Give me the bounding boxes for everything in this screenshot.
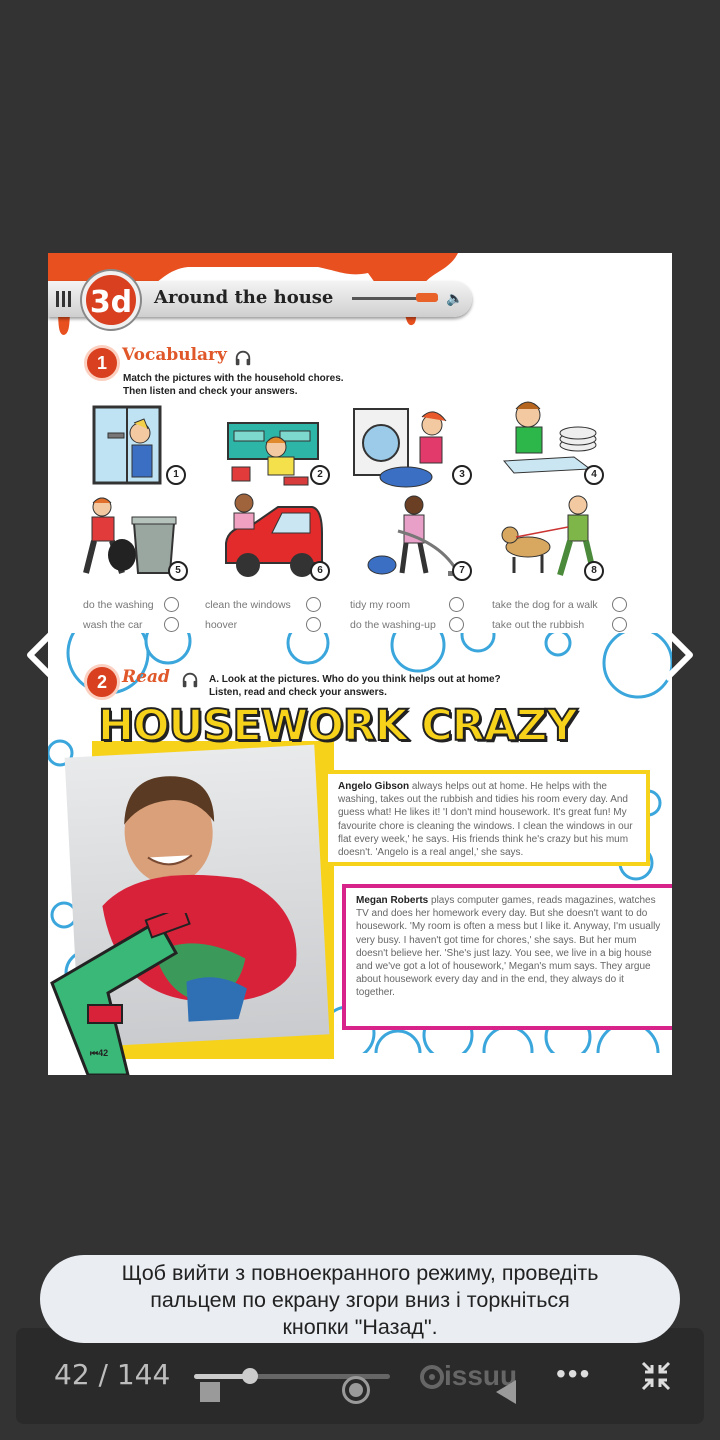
chore-label: do the washing <box>83 599 154 611</box>
angelo-name: Angelo Gibson <box>338 781 410 792</box>
headphones-icon <box>234 349 252 367</box>
read-title: Read <box>122 667 170 687</box>
picture-number-4: 4 <box>584 465 604 485</box>
picture-number-1: 1 <box>166 465 186 485</box>
section-1-number: 1 <box>84 345 120 381</box>
picture-number-7: 7 <box>452 561 472 581</box>
back-button[interactable] <box>496 1380 516 1404</box>
chore-label: tidy my room <box>350 599 411 611</box>
home-button[interactable] <box>342 1376 370 1404</box>
chore-radio[interactable] <box>449 617 464 632</box>
vocabulary-instruction: Match the pictures with the household chores. Then listen and check your answers. <box>123 373 344 397</box>
chore-label: do the washing-up <box>350 619 436 631</box>
fullscreen-exit-toast <box>40 1255 680 1343</box>
next-page-arrow[interactable] <box>658 625 698 685</box>
picture-number-2: 2 <box>310 465 330 485</box>
chore-radio[interactable] <box>306 617 321 632</box>
more-options-button[interactable]: ••• <box>556 1358 592 1389</box>
megan-name: Megan Roberts <box>356 895 429 906</box>
issuu-logo-icon <box>420 1365 444 1389</box>
chore-label: take out the rubbish <box>492 619 585 631</box>
audio-slider-knob <box>416 293 438 302</box>
picture-number-3: 3 <box>452 465 472 485</box>
page-counter: 42 / 144 <box>54 1358 171 1391</box>
section-2-number: 2 <box>84 664 120 700</box>
toast-line: кнопки "Назад". <box>282 1315 438 1339</box>
speaker-icon: 🔈 <box>446 290 464 306</box>
chore-radio[interactable] <box>612 597 627 612</box>
menu-lines-icon <box>56 291 76 307</box>
picture-number-5: 5 <box>168 561 188 581</box>
angelo-text: always helps out at home. He helps with the washing, takes out the rubbish and tidies his room every day. And guess what! He likes it! 'I don't mind housework. It's great fun! My favourite chore is cleaning the windows. I clean the windows in our flat every week,' he says. His friends think he's crazy but his mum doesn't. 'Angelo is a real angel,' she says. <box>338 781 633 859</box>
recent-apps-button[interactable] <box>200 1382 220 1402</box>
read-instruction: A. Look at the pictures. Who do you think helps out at home? Listen, read and check your answers. <box>209 674 501 698</box>
magazine-page <box>48 253 672 1075</box>
chore-radio[interactable] <box>449 597 464 612</box>
page-number: ⏮42 <box>90 1048 109 1058</box>
toast-line: пальцем по екрану згори вниз і торкніться <box>150 1288 570 1312</box>
chore-radio[interactable] <box>612 617 627 632</box>
unit-title: Around the house <box>154 287 334 308</box>
toast-line: Щоб вийти з повноекранного режиму, проведіть <box>121 1261 599 1285</box>
picture-number-8: 8 <box>584 561 604 581</box>
picture-do-washing <box>350 403 460 491</box>
exit-fullscreen-icon[interactable] <box>640 1360 672 1392</box>
unit-badge: 3d <box>82 271 140 329</box>
chore-radio[interactable] <box>164 617 179 632</box>
picture-number-6: 6 <box>310 561 330 581</box>
chore-radio[interactable] <box>306 597 321 612</box>
chore-label: clean the windows <box>205 599 291 611</box>
spray-bottle-illustration <box>48 913 208 1075</box>
chore-label: take the dog for a walk <box>492 599 598 611</box>
page-progress-handle[interactable] <box>242 1368 258 1384</box>
chore-radio[interactable] <box>164 597 179 612</box>
vocabulary-title: Vocabulary <box>122 345 227 365</box>
previous-page-arrow[interactable] <box>22 625 62 685</box>
headphones-icon <box>181 671 199 689</box>
headline: HOUSEWORK CRAZY <box>98 701 577 751</box>
chore-label: wash the car <box>83 619 143 631</box>
brand-logo[interactable]: issuu <box>420 1360 517 1392</box>
chore-label: hoover <box>205 619 238 631</box>
megan-text: plays computer games, reads magazines, watches TV and does her homework every day. But she doesn't want to do housework. 'My room is often a mess but I like it. Anyway, I'm usually very busy. I haven't got time for chores,' she says. But her mum doesn't believe her. 'She's just lazy. You see, we live in a big house and we've got a lot of housework,' Megan's mum says. They argue about housework every day and in the end, they always do it together. <box>356 895 661 999</box>
megan-text-box <box>342 884 672 1030</box>
angelo-text-box <box>324 770 650 866</box>
